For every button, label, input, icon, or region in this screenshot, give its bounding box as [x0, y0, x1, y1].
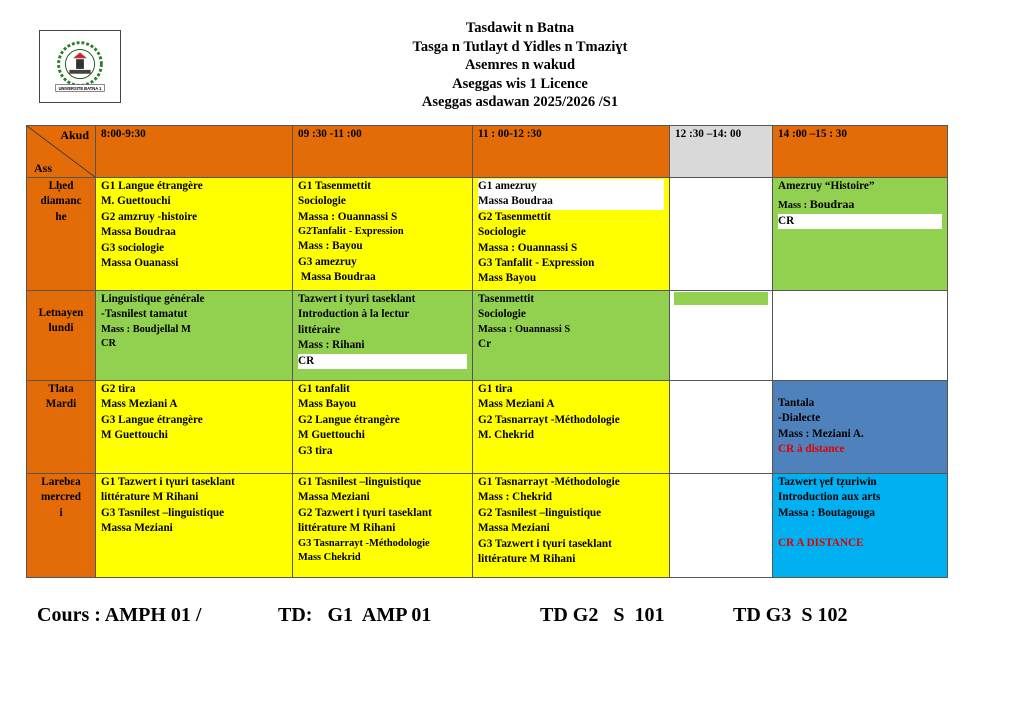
session-line: Mass Meziani A	[101, 398, 178, 411]
day-cell	[27, 291, 96, 381]
session-line: Introduction aux arts	[778, 491, 881, 504]
slot-header: 11 : 00-12 :30	[473, 126, 670, 178]
session-cell	[293, 178, 473, 291]
session-line: littérature M Rihani	[298, 522, 396, 535]
session-cell	[473, 178, 670, 291]
session-line: G3 Tazwert i tγuri taseklant	[478, 537, 612, 550]
session-line: Massa : Ouannassi S	[298, 210, 398, 223]
session-cell	[773, 474, 948, 578]
day-cell	[27, 474, 96, 578]
green-marker	[674, 292, 768, 305]
session-line: G1 tira	[478, 383, 513, 395]
session-line: Sociologie	[298, 195, 346, 208]
td-g2-room: TD G2 S 101	[540, 604, 665, 626]
academic-year: Aseggas asdawan 2025/2026 /S1	[421, 94, 619, 110]
day-label: lundi	[48, 322, 74, 335]
session-line: G3 Tasnarrayt -Méthodologie	[298, 537, 430, 549]
session-line: M. Guettouchi	[101, 195, 171, 208]
session-line: Massa Boudraa	[478, 194, 664, 209]
session-line: Massa Boudraa	[101, 226, 176, 239]
session-line: G2 amzruy -histoire	[101, 210, 198, 223]
day-row	[27, 474, 948, 578]
session-line: G1 amezruy	[478, 179, 664, 194]
session-cell	[773, 381, 948, 474]
day-label: Lḥed	[48, 180, 74, 192]
day-label: Tlata	[48, 383, 74, 395]
session-line: CR	[101, 337, 117, 349]
university-seal-icon	[40, 31, 120, 102]
day-row	[27, 178, 948, 291]
session-cell	[473, 291, 670, 381]
session-line: Massa Meziani	[101, 522, 173, 535]
session-line: G1 Tasnarrayt -Méthodologie	[478, 476, 620, 488]
university-name: Tasdawit n Batna	[465, 20, 575, 36]
session-line: Mass Meziani A	[478, 398, 555, 411]
session-line: G3 Tanfalit - Expression	[478, 257, 595, 270]
corner-cell	[27, 126, 96, 178]
timetable	[26, 125, 948, 578]
session-line: Mass :	[778, 200, 810, 212]
session-line	[778, 521, 942, 536]
session-line: littérature M Rihani	[101, 491, 199, 504]
session-line: G2 Tasenmettit	[478, 210, 552, 223]
day-cell	[27, 178, 96, 291]
session-line: G3 Langue étrangère	[101, 413, 203, 426]
session-line: Tazwert i tyuri taseklant	[298, 293, 416, 305]
td-g3-room: TD G3 S 102	[733, 604, 848, 626]
study-year: Aseggas wis 1 Licence	[452, 75, 588, 92]
session-line: Mass : Chekrid	[478, 491, 552, 504]
slot-header: 14 :00 –15 : 30	[773, 126, 948, 178]
day-label: mercred	[41, 491, 81, 504]
session-line: Massa : Ouannassi S	[478, 323, 571, 335]
session-cell	[96, 178, 293, 291]
day-label: Mardi	[45, 398, 77, 411]
day-row	[27, 291, 948, 381]
session-line: Mass Bayou	[298, 398, 357, 411]
session-line: G1 Tazwert i tγuri taseklant	[101, 476, 235, 488]
session-line: Tasenmettit	[478, 293, 535, 305]
session-line: G2 Tasnilest –linguistique	[478, 506, 602, 519]
session-line: CR	[298, 354, 467, 369]
session-line: -Dialecte	[778, 412, 821, 425]
session-line: G1 Tasnilest –linguistique	[298, 476, 422, 488]
day-label: Letnayen	[38, 307, 84, 319]
session-cell	[473, 474, 670, 578]
session-line: Mass : Bayou	[298, 240, 363, 253]
session-line: Amezruy “Histoire”	[778, 180, 875, 192]
empty-cell	[670, 291, 773, 381]
day-row	[27, 381, 948, 474]
session-line: Massa Meziani	[478, 522, 550, 535]
day-label: i	[59, 506, 63, 519]
session-line: G2 Langue étrangère	[298, 413, 400, 426]
session-line: Boudraa	[809, 197, 855, 212]
session-line: Mass Bayou	[478, 272, 537, 285]
empty-cell	[670, 381, 773, 474]
session-line: M Guettouchi	[101, 429, 168, 442]
session-line: G2 Tazwert i tγuri taseklant	[298, 506, 432, 519]
session-cell	[293, 474, 473, 578]
session-line: Tazwert γef tẓuriwin	[778, 476, 877, 488]
session-line: Tantala	[778, 397, 815, 409]
empty-cell	[670, 178, 773, 291]
session-line: littérature M Rihani	[478, 553, 576, 566]
session-line: Mass Chekrid	[298, 551, 361, 563]
session-line: G3 sociologie	[101, 241, 165, 254]
session-line: Massa : Boutagouga	[778, 506, 875, 519]
session-line: G1 Tasenmettit	[298, 180, 372, 192]
session-line: Linguistique générale	[101, 293, 205, 305]
empty-cell	[773, 291, 948, 381]
svg-text:UNIVERSITE BATNA 1: UNIVERSITE BATNA 1	[58, 85, 102, 91]
session-line: Massa Meziani	[298, 491, 370, 504]
session-line: Mass : Meziani A.	[778, 427, 864, 440]
session-line: Massa Boudraa	[298, 271, 376, 284]
session-cell	[96, 381, 293, 474]
session-line: G1 tanfalit	[298, 383, 350, 395]
session-line: M Guettouchi	[298, 429, 365, 442]
session-line: -Tasnilest tamatut	[101, 308, 188, 321]
session-line: Mass : Boudjellal M	[101, 323, 191, 335]
session-line: CR A DISTANCE	[778, 537, 864, 550]
session-line: littéraire	[298, 323, 341, 336]
session-line: M. Chekrid	[478, 429, 534, 442]
session-line: G2Tanfalit - Expression	[298, 226, 404, 238]
session-line: Mass : Rihani	[298, 339, 365, 352]
department-name: Tasga n Tutlayt d Yidles n Tmaziɣt	[412, 38, 628, 55]
session-cell	[96, 291, 293, 381]
session-line: Massa : Ouannassi S	[478, 241, 578, 254]
session-line: G3 amezruy	[298, 255, 357, 268]
slot-header: 12 :30 –14: 00	[670, 126, 773, 178]
schedule-title: Asemres n wakud	[464, 57, 576, 73]
document-header	[300, 19, 740, 112]
session-line: Massa Ouanassi	[101, 257, 179, 270]
session-line: CR à distance	[778, 443, 845, 456]
session-cell	[96, 474, 293, 578]
session-cell	[773, 178, 948, 291]
rooms-footer	[37, 604, 847, 627]
session-line: G3 tira	[298, 444, 333, 457]
day-label: diamanc	[40, 195, 82, 208]
session-line: Cr	[478, 337, 492, 350]
day-cell	[27, 381, 96, 474]
session-line: Sociologie	[478, 226, 526, 239]
session-cell	[293, 381, 473, 474]
day-label: he	[55, 210, 67, 223]
cours-room: Cours : AMPH 01 /	[37, 604, 202, 626]
slot-header: 8:00-9:30	[96, 126, 293, 178]
day-label: Larebɛa	[41, 476, 81, 488]
corner-time-label: Akud	[60, 128, 89, 142]
session-line: G2 Tasnarrayt -Méthodologie	[478, 413, 620, 426]
td-g1-room: TD: G1 AMP 01	[278, 604, 432, 626]
session-line: G3 Tasnilest –linguistique	[101, 506, 225, 519]
session-line: CR	[778, 214, 942, 229]
session-line: Introduction à la lectur	[298, 308, 410, 321]
timetable-header-row	[27, 126, 948, 178]
session-line: G1 Langue étrangère	[101, 180, 203, 192]
session-line: Sociologie	[478, 308, 526, 321]
corner-day-label: Ass	[34, 160, 53, 175]
session-cell	[473, 381, 670, 474]
empty-cell	[670, 474, 773, 578]
slot-header: 09 :30 -11 :00	[293, 126, 473, 178]
session-cell	[293, 291, 473, 381]
session-line: G2 tira	[101, 383, 136, 395]
university-logo	[39, 30, 121, 103]
